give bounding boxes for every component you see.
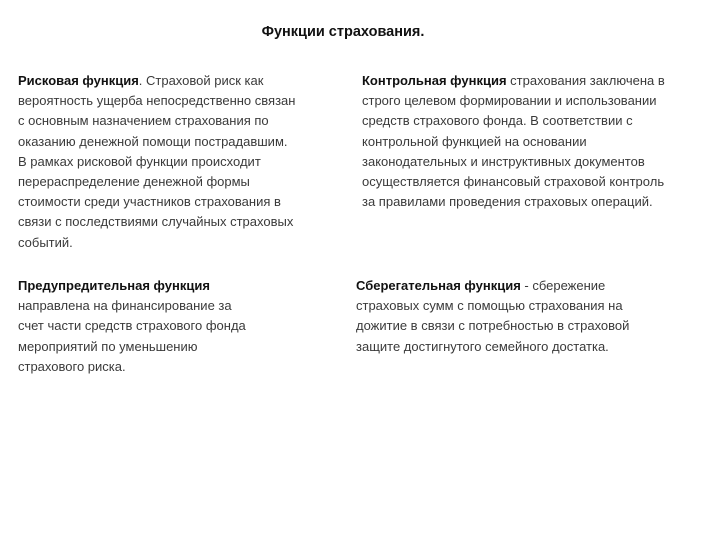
control-text-line: средств страхового фонда. В соответствии с (362, 113, 633, 129)
risk-text-line: стоимости среди участников страхования в (18, 194, 281, 210)
preventive-text-line: счет части средств страхового фонда (18, 318, 246, 334)
risk-text-line: с основным назначением страхования по (18, 113, 269, 129)
savings-function-block (356, 276, 629, 357)
risk-text-line: перераспределение денежной формы (18, 174, 250, 190)
control-function-heading: Контрольная функция (362, 73, 507, 88)
control-text-line: осуществляется финансовый страховой контроль (362, 174, 665, 190)
control-text-line: законодательных и инструктивных документов (362, 153, 645, 169)
risk-text-line: оказанию денежной помощи пострадавшим. (18, 133, 288, 149)
savings-text-line: дожитие в связи с потребностью в страховой (356, 318, 630, 334)
control-text-line: строго целевом формировании и использовании (362, 93, 657, 109)
control-text-line: контрольной функцией на основании (362, 133, 587, 149)
savings-text-line: защите достигнутого семейного достатка. (356, 338, 609, 354)
risk-text-line: В рамках рисковой функции происходит (18, 153, 261, 169)
preventive-first-line (18, 276, 246, 296)
control-text-line: за правилами проведения страховых операций. (362, 194, 653, 210)
savings-text-line: страховых сумм с помощью страхования на (356, 298, 623, 314)
risk-text-line: связи с последствиями случайных страховых (18, 214, 294, 230)
risk-function-block (18, 71, 295, 253)
risk-first-line-text: . Страховой риск как (138, 73, 264, 88)
savings-function-heading: Сберегательная функция (356, 278, 521, 293)
risk-function-heading: Рисковая функция (18, 73, 139, 88)
page-title: Функции страхования. (261, 24, 425, 40)
control-first-line-text: страхования заключена в (506, 73, 665, 88)
preventive-text-line: мероприятий по уменьшению (18, 338, 198, 354)
control-first-line (362, 71, 665, 91)
preventive-function-block (18, 276, 246, 377)
risk-text-line: вероятность ущерба непосредственно связан (18, 93, 296, 109)
preventive-function-heading: Предупредительная функция (18, 278, 210, 293)
savings-first-line-text: - сбережение (520, 278, 606, 293)
savings-first-line (356, 276, 629, 296)
preventive-text-line: страхового риска. (18, 358, 126, 374)
risk-first-line (18, 71, 295, 91)
preventive-text-line: направлена на финансирование за (18, 298, 232, 314)
risk-text-line: событий. (18, 234, 73, 250)
control-function-block (362, 71, 665, 212)
